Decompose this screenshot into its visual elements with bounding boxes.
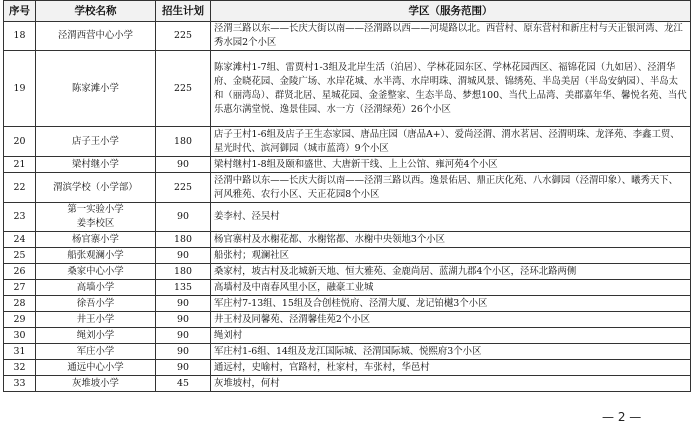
enrollment-quota: 90 [156,328,211,344]
table-row [4,376,691,392]
table-row [4,22,691,51]
enrollment-quota: 90 [156,344,211,360]
district-description: 船张村；观澜社区 [211,248,691,264]
school-name: 桑家中心小学 [36,264,156,280]
row-number: 26 [4,264,36,280]
row-number: 21 [4,157,36,173]
table-row [4,328,691,344]
header-num: 序号 [4,1,36,22]
school-name: 渭滨学校（小学部） [36,173,156,203]
enrollment-quota: 135 [156,280,211,296]
district-description: 梁村继村1-8组及颐和盛世、大唐新干线、上上公馆、雍河苑4个小区 [211,157,691,173]
row-number: 32 [4,360,36,376]
school-name: 绳刘小学 [36,328,156,344]
enrollment-quota: 90 [156,203,211,232]
school-name: 杨官寨小学 [36,232,156,248]
table-row [4,157,691,173]
row-number: 28 [4,296,36,312]
header-school: 学校名称 [36,1,156,22]
district-description: 陈家滩村1-7组、雷贾村1-3组及北岸生活（泊居）、学林花园东区、学林花园西区、福锦花园（九如居）、泾渭华府、金晓花园、金陵广场、水岸花城、水半湾、水岸明珠、渭城风景、锦绣苑、半岛美居（半岛安納园）、半岛太和（丽湾岛）、群贤北居、星城花园、金釜整家、生态半岛、梦想100、当代上品湾、美郡嘉年华、馨悦名苑、当代乐惠尔满堂悦、逸景佳园、水一方（泾渭绿苑）26个小区 [211,51,691,127]
school-name: 高墙小学 [36,280,156,296]
table-row [4,173,691,203]
table-row [4,280,691,296]
enrollment-quota: 90 [156,248,211,264]
school-name: 通远中心小学 [36,360,156,376]
school-name: 第一实验小学 姜李校区 [36,203,156,232]
school-name: 泾渭西营中心小学 [36,22,156,51]
school-district-table [3,0,691,392]
school-name: 灰堆坡小学 [36,376,156,392]
table-row [4,344,691,360]
header-district: 学区（服务范围） [211,1,691,22]
table-row [4,264,691,280]
enrollment-quota: 180 [156,127,211,157]
district-description: 杨官寨村及水榭花都、水榭铭都、水榭中央领地3个小区 [211,232,691,248]
table-row [4,232,691,248]
district-description: 泾渭三路以东——长庆大街以南——泾渭路以西——河堤路以北。西营村、原东营村和新庄村与天正银河湾、龙江秀水园2个小区 [211,22,691,51]
row-number: 23 [4,203,36,232]
school-name: 井王小学 [36,312,156,328]
district-description: 军庄村1-6组、14组及龙江国际城、泾渭国际城、悦熙府3个小区 [211,344,691,360]
district-description: 桑家村，坡古村及北城新天地、恒大雅苑、金鹿尚居、蓝湖九郡4个小区，泾环北路两侧 [211,264,691,280]
school-name: 陈家滩小学 [36,51,156,127]
table-row [4,360,691,376]
district-description: 高墙村及中南春风里小区，融豪工业城 [211,280,691,296]
row-number: 19 [4,51,36,127]
enrollment-quota: 45 [156,376,211,392]
enrollment-quota: 225 [156,173,211,203]
row-number: 29 [4,312,36,328]
school-name: 徐吾小学 [36,296,156,312]
row-number: 18 [4,22,36,51]
table-header-row [4,1,691,22]
district-description: 姜李村、泾吴村 [211,203,691,232]
row-number: 31 [4,344,36,360]
row-number: 30 [4,328,36,344]
row-number: 22 [4,173,36,203]
district-description: 泾渭中路以东——长庆大街以南——泾渭三路以西。逸景佑居、鼎正庆化苑、八水御园（泾渭印象）、曦秀天下、河风雅苑、农行小区、天正花园8个小区 [211,173,691,203]
school-name: 店子王小学 [36,127,156,157]
row-number: 25 [4,248,36,264]
row-number: 27 [4,280,36,296]
enrollment-quota: 90 [156,360,211,376]
table-body [4,22,691,392]
enrollment-quota: 225 [156,22,211,51]
school-name: 梁村继小学 [36,157,156,173]
table-row [4,312,691,328]
district-description: 通远村，史喻村，官路村，杜家村，车张村，华邑村 [211,360,691,376]
enrollment-quota: 225 [156,51,211,127]
enrollment-quota: 180 [156,264,211,280]
district-description: 店子王村1-6组及店子王生态家园、唐品庄园（唐品A+）、爱尚泾渭、渭水茗居、泾渭明珠、龙泽苑、李鑫工贸、星光时代、滨河御园（城市蓝湾）9个小区 [211,127,691,157]
district-description: 绳刘村 [211,328,691,344]
row-number: 24 [4,232,36,248]
school-name: 船张观澜小学 [36,248,156,264]
table-row [4,296,691,312]
table-row [4,248,691,264]
district-description: 井王村及同馨苑、泾渭馨佳苑2个小区 [211,312,691,328]
enrollment-quota: 90 [156,157,211,173]
enrollment-quota: 90 [156,312,211,328]
district-description: 军庄村7-13组、15组及合创桂悦府、泾渭大厦、龙记铂樾3个小区 [211,296,691,312]
page-number: — 2 — [602,410,642,424]
school-name: 军庄小学 [36,344,156,360]
table-row [4,127,691,157]
row-number: 20 [4,127,36,157]
district-description: 灰堆坡村，何村 [211,376,691,392]
row-number: 33 [4,376,36,392]
table-row [4,203,691,232]
table-row [4,51,691,127]
header-quota: 招生计划 [156,1,211,22]
enrollment-quota: 90 [156,296,211,312]
enrollment-quota: 180 [156,232,211,248]
